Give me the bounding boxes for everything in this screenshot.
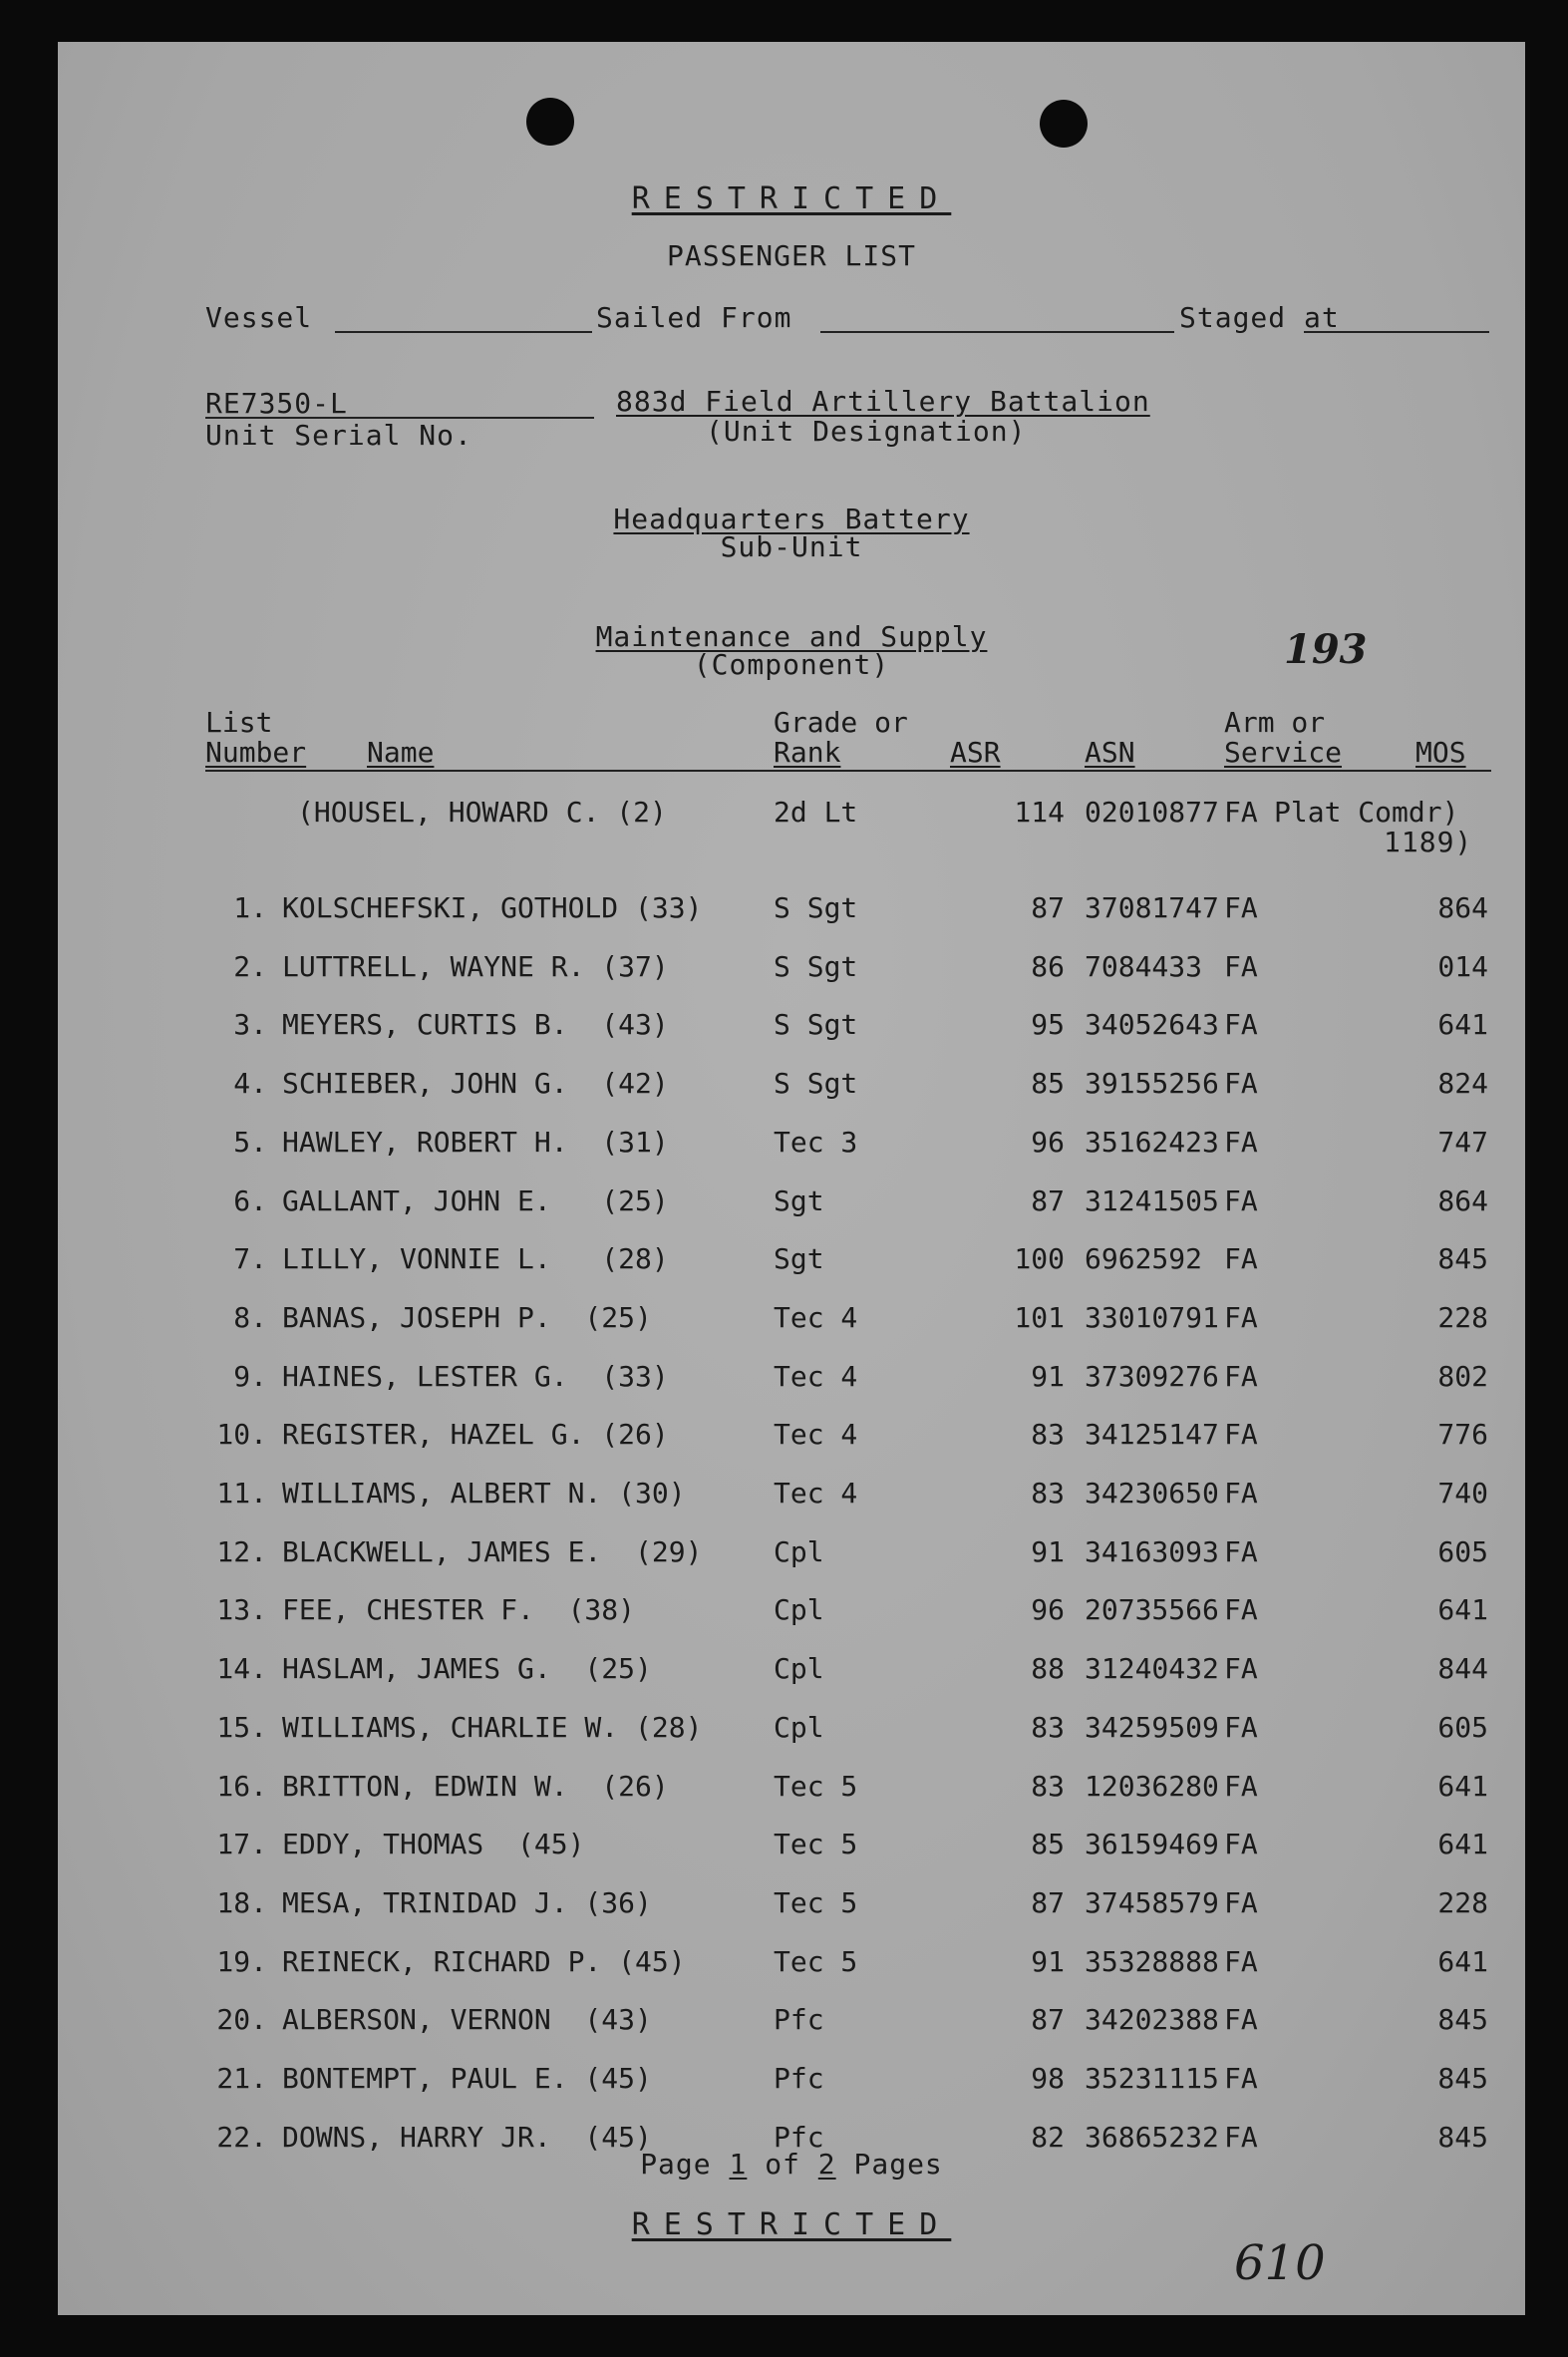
grade: Tec 4 [774,1418,858,1451]
arm-service: FA [1224,2003,1258,2036]
list-number: 10. [216,1418,267,1451]
mos: 747 [1437,1126,1488,1159]
officer-asr: 114 [1014,796,1065,829]
asr: 96 [1031,1593,1065,1626]
person-name: SCHIEBER, JOHN G. (42) [282,1067,669,1100]
mos: 864 [1437,891,1488,924]
table-row [58,1828,1525,1867]
table-row [58,1593,1525,1633]
arm-service: FA [1224,2062,1258,2095]
officer-row [58,796,1525,836]
mos: 845 [1437,2062,1488,2095]
asn: 37458579 [1085,1886,1219,1919]
asn: 35162423 [1085,1126,1219,1159]
arm-service: FA [1224,1886,1258,1919]
list-number: 15. [216,1711,267,1744]
asn: 31240432 [1085,1652,1219,1685]
asr: 86 [1031,950,1065,983]
list-number: 1. [233,891,267,924]
grade: Sgt [774,1242,824,1275]
mos: 641 [1437,1008,1488,1041]
asn: 34125147 [1085,1418,1219,1451]
vessel-label: Vessel [205,301,313,334]
arm-service: FA [1224,1418,1258,1451]
grade: Cpl [774,1652,824,1685]
asr: 82 [1031,2121,1065,2154]
asn: 36865232 [1085,2121,1219,2154]
table-row [58,2062,1525,2102]
list-number: 12. [216,1535,267,1568]
asn: 36159469 [1085,1828,1219,1860]
asn: 34230650 [1085,1477,1219,1510]
mos: 740 [1437,1477,1488,1510]
sub-unit-label: Sub-Unit [720,530,863,563]
col-list-number-2: Number [205,736,307,769]
mos: 641 [1437,1593,1488,1626]
mos: 844 [1437,1652,1488,1685]
component-label: (Component) [693,648,890,681]
mos: 228 [1437,1886,1488,1919]
person-name: ALBERSON, VERNON (43) [282,2003,652,2036]
mos: 605 [1437,1711,1488,1744]
person-name: BLACKWELL, JAMES E. (29) [282,1535,703,1568]
person-name: WILLIAMS, ALBERT N. (30) [282,1477,686,1510]
officer-grade: 2d Lt [774,796,858,829]
arm-service: FA [1224,1593,1258,1626]
page-current: 1 [729,2148,748,2181]
grade: Cpl [774,1535,824,1568]
asr: 98 [1031,2062,1065,2095]
grade: S Sgt [774,1008,858,1041]
person-name: MEYERS, CURTIS B. (43) [282,1008,669,1041]
officer-role: Plat Comdr) [1274,796,1459,829]
table-row [58,1301,1525,1341]
mos: 824 [1437,1067,1488,1100]
page-prefix: Page [640,2148,712,2181]
table-row [58,1242,1525,1282]
table-row [58,1652,1525,1692]
officer-name: (HOUSEL, HOWARD C. (2) [297,796,667,829]
table-row [58,1945,1525,1985]
col-asr: ASR [950,736,1001,769]
asr: 91 [1031,1535,1065,1568]
list-number: 22. [216,2121,267,2154]
asn: 35231115 [1085,2062,1219,2095]
stamp-number: 193 [1284,626,1368,673]
col-mos: MOS [1415,736,1466,769]
grade: Tec 4 [774,1477,858,1510]
page-suffix: Pages [853,2148,943,2181]
table-row [58,2003,1525,2043]
mos: 641 [1437,1945,1488,1978]
list-number: 4. [233,1067,267,1100]
col-list-number-1: List [205,706,273,739]
col-arm-2: Service [1224,736,1343,769]
list-number: 6. [233,1184,267,1217]
mos: 014 [1437,950,1488,983]
grade: Tec 3 [774,1126,858,1159]
asn: 37309276 [1085,1360,1219,1393]
table-row [58,1886,1525,1926]
list-number: 5. [233,1126,267,1159]
document-sheet [58,42,1525,2315]
unit-serial-label: Unit Serial No. [205,419,472,452]
asr: 83 [1031,1418,1065,1451]
arm-service: FA [1224,1242,1258,1275]
page-total: 2 [817,2148,836,2181]
col-grade-2: Rank [774,736,841,769]
person-name: HASLAM, JAMES G. (25) [282,1652,652,1685]
asn: 12036280 [1085,1770,1219,1803]
grade: Tec 5 [774,1886,858,1919]
asr: 95 [1031,1008,1065,1041]
asn: 37081747 [1085,891,1219,924]
asr: 85 [1031,1828,1065,1860]
sailed-from-label: Sailed From [596,301,792,334]
grade: Cpl [774,1711,824,1744]
unit-designation-value: 883d Field Artillery Battalion [616,385,1150,418]
list-number: 3. [233,1008,267,1041]
arm-service: FA [1224,2121,1258,2154]
sub-unit-value: Headquarters Battery [613,503,970,535]
asr: 91 [1031,1360,1065,1393]
person-name: DOWNS, HARRY JR. (45) [282,2121,652,2154]
grade: Pfc [774,2121,824,2154]
grade: Tec 5 [774,1828,858,1860]
asn: 35328888 [1085,1945,1219,1978]
col-arm-1: Arm or [1224,706,1326,739]
unit-designation-label: (Unit Designation) [706,415,1027,448]
mos: 802 [1437,1360,1488,1393]
asn: 34202388 [1085,2003,1219,2036]
list-number: 7. [233,1242,267,1275]
person-name: BRITTON, EDWIN W. (26) [282,1770,669,1803]
asn: 31241505 [1085,1184,1219,1217]
mos: 864 [1437,1184,1488,1217]
arm-service: FA [1224,950,1258,983]
arm-service: FA [1224,1126,1258,1159]
asn: 34259509 [1085,1711,1219,1744]
mos: 776 [1437,1418,1488,1451]
person-name: LILLY, VONNIE L. (28) [282,1242,669,1275]
arm-service: FA [1224,1770,1258,1803]
page-indicator [58,2148,1525,2181]
table-row [58,1360,1525,1400]
person-name: HAWLEY, ROBERT H. (31) [282,1126,669,1159]
grade: S Sgt [774,891,858,924]
mos: 641 [1437,1770,1488,1803]
asr: 87 [1031,891,1065,924]
mos: 228 [1437,1301,1488,1334]
grade: S Sgt [774,950,858,983]
table-row [58,1184,1525,1224]
classification-bottom: RESTRICTED [631,2207,952,2242]
person-name: LUTTRELL, WAYNE R. (37) [282,950,669,983]
table-row [58,1008,1525,1048]
punch-hole-right [1040,100,1088,148]
table-row [58,891,1525,931]
grade: Sgt [774,1184,824,1217]
list-number: 17. [216,1828,267,1860]
mos: 641 [1437,1828,1488,1860]
asn: 6962592 [1085,1242,1203,1275]
arm-service: FA [1224,1711,1258,1744]
asr: 87 [1031,2003,1065,2036]
person-name: KOLSCHEFSKI, GOTHOLD (33) [282,891,703,924]
col-name: Name [367,736,435,769]
mos: 845 [1437,2121,1488,2154]
table-row [58,1126,1525,1166]
asr: 83 [1031,1477,1065,1510]
asn: 34163093 [1085,1535,1219,1568]
asr: 101 [1014,1301,1065,1334]
punch-hole-left [526,98,574,146]
list-number: 19. [216,1945,267,1978]
person-name: WILLIAMS, CHARLIE W. (28) [282,1711,703,1744]
page-middle: of [765,2148,800,2181]
col-asn: ASN [1085,736,1135,769]
arm-service: FA [1224,1360,1258,1393]
person-name: BONTEMPT, PAUL E. (45) [282,2062,652,2095]
classification-top: RESTRICTED [631,181,952,216]
arm-service: FA [1224,1477,1258,1510]
arm-service: FA [1224,1184,1258,1217]
grade: Tec 4 [774,1360,858,1393]
handwritten-number: 610 [1234,2235,1326,2291]
arm-service: FA [1224,1067,1258,1100]
mos: 845 [1437,1242,1488,1275]
list-number: 2. [233,950,267,983]
arm-service: FA [1224,1828,1258,1860]
component-value: Maintenance and Supply [595,620,988,653]
asr: 96 [1031,1126,1065,1159]
asn: 33010791 [1085,1301,1219,1334]
table-row [58,1535,1525,1575]
unit-serial-value: RE7350-L [205,387,348,420]
asr: 91 [1031,1945,1065,1978]
grade: Tec 5 [774,1945,858,1978]
mos: 845 [1437,2003,1488,2036]
list-number: 20. [216,2003,267,2036]
grade: S Sgt [774,1067,858,1100]
table-row [58,950,1525,990]
list-number: 16. [216,1770,267,1803]
arm-service: FA [1224,891,1258,924]
sailed-from-blank [820,331,1174,333]
person-name: BANAS, JOSEPH P. (25) [282,1301,652,1334]
grade: Pfc [774,2003,824,2036]
table-row [58,1418,1525,1458]
list-number: 13. [216,1593,267,1626]
person-name: MESA, TRINIDAD J. (36) [282,1886,652,1919]
table-row [58,1711,1525,1751]
list-number: 21. [216,2062,267,2095]
arm-service: FA [1224,1652,1258,1685]
asr: 83 [1031,1711,1065,1744]
table-row [58,1067,1525,1107]
grade: Tec 4 [774,1301,858,1334]
asr: 87 [1031,1886,1065,1919]
vessel-blank [335,331,592,333]
officer-mos: 1189) [1384,826,1473,858]
person-name: REINECK, RICHARD P. (45) [282,1945,686,1978]
person-name: REGISTER, HAZEL G. (26) [282,1418,669,1451]
asr: 85 [1031,1067,1065,1100]
arm-service: FA [1224,1301,1258,1334]
list-number: 18. [216,1886,267,1919]
mos: 605 [1437,1535,1488,1568]
grade: Cpl [774,1593,824,1626]
asn: 34052643 [1085,1008,1219,1041]
officer-asn: 02010877 [1085,796,1219,829]
staged-at-blank [1304,331,1489,333]
person-name: HAINES, LESTER G. (33) [282,1360,669,1393]
asn: 39155256 [1085,1067,1219,1100]
asr: 88 [1031,1652,1065,1685]
table-row [58,1770,1525,1810]
grade: Tec 5 [774,1770,858,1803]
person-name: FEE, CHESTER F. (38) [282,1593,636,1626]
officer-arm: FA [1224,796,1258,829]
asr: 83 [1031,1770,1065,1803]
person-name: EDDY, THOMAS (45) [282,1828,585,1860]
col-grade-1: Grade or [774,706,908,739]
staged-at-label: Staged at [1179,301,1340,334]
list-number: 14. [216,1652,267,1685]
asr: 87 [1031,1184,1065,1217]
list-number: 8. [233,1301,267,1334]
asn: 7084433 [1085,950,1203,983]
arm-service: FA [1224,1008,1258,1041]
asn: 20735566 [1085,1593,1219,1626]
list-number: 9. [233,1360,267,1393]
person-name: GALLANT, JOHN E. (25) [282,1184,669,1217]
passenger-list-title: PASSENGER LIST [666,239,916,272]
arm-service: FA [1224,1945,1258,1978]
header-rule [205,770,1491,772]
grade: Pfc [774,2062,824,2095]
arm-service: FA [1224,1535,1258,1568]
list-number: 11. [216,1477,267,1510]
asr: 100 [1014,1242,1065,1275]
table-row [58,1477,1525,1516]
